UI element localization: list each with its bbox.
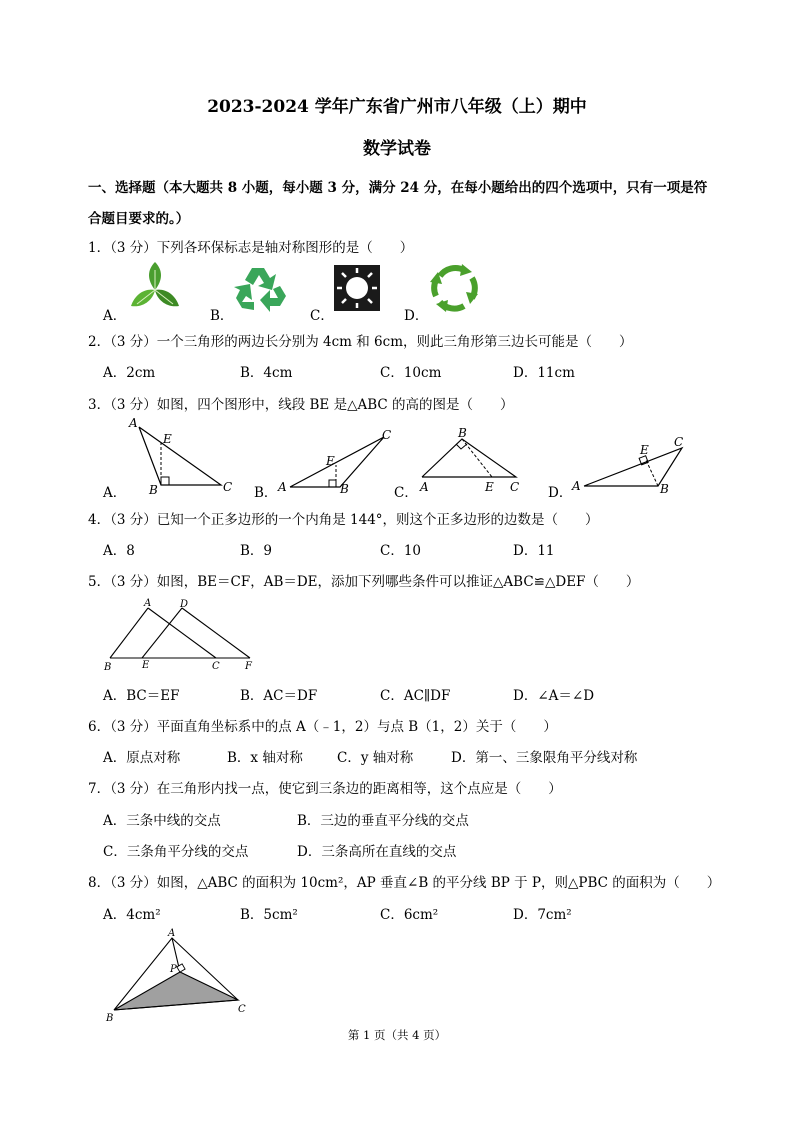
- q6-option-c: C．y 轴对称: [337, 750, 414, 766]
- section-heading-cont: 合题目要求的。）: [88, 211, 190, 227]
- label-b: B: [104, 662, 112, 673]
- q7-option-c: C．三条角平分线的交点: [103, 844, 249, 860]
- q3-figure-a: [125, 415, 240, 495]
- q7-option-a: A．三条中线的交点: [103, 813, 221, 829]
- q2-option-b: B．4cm: [240, 365, 293, 381]
- q5-figure: [100, 596, 265, 674]
- q3-option-d: D．: [548, 485, 573, 501]
- q6-option-a: A．原点对称: [103, 750, 181, 766]
- q4-option-b: B．9: [240, 543, 273, 559]
- label-e: E: [485, 480, 494, 494]
- q2-option-a: A．2cm: [103, 365, 156, 381]
- page-title: 2023-2024 学年广东省广州市八年级（上）期中: [207, 97, 587, 117]
- label-a: A: [572, 479, 581, 493]
- question-3-stem: 3．（3 分）如图，四个图形中，线段 BE 是△ABC 的高的图是（ ）: [88, 397, 514, 413]
- question-2-stem: 2．（3 分）一个三角形的两边长分别为 4cm 和 6cm，则此三角形第三边长可能是（ ）: [88, 334, 633, 350]
- label-c: C: [382, 428, 392, 442]
- q8-option-a: A．4cm²: [103, 907, 161, 923]
- label-d: D: [180, 599, 189, 610]
- label-f: F: [245, 661, 252, 672]
- q8-option-d: D．7cm²: [513, 907, 572, 923]
- label-b: B: [106, 1013, 114, 1024]
- label-b: B: [458, 426, 467, 440]
- label-c: C: [223, 480, 233, 494]
- q3-figure-c: [418, 425, 533, 495]
- q2-option-c: C．10cm: [380, 365, 442, 381]
- q3-option-b: B．: [254, 485, 278, 501]
- q4-option-c: C．10: [380, 543, 422, 559]
- q6-option-d: D．第一、三象限角平分线对称: [451, 750, 638, 766]
- q3-figure-b: [274, 425, 396, 495]
- q1-option-b: B．: [210, 308, 234, 324]
- q3-option-c: C．: [394, 485, 418, 501]
- sun-symbol-icon: [334, 265, 380, 311]
- q3-figure-d: [570, 430, 695, 495]
- label-a: A: [420, 480, 429, 494]
- q1-option-d: D．: [404, 308, 429, 324]
- q5-option-d: D．∠A＝∠D: [513, 688, 595, 704]
- question-7-stem: 7．（3 分）在三角形内找一点，使它到三条边的距离相等，这个点应是（ ）: [88, 781, 562, 797]
- q3-option-a: A．: [103, 485, 127, 501]
- label-b: B: [660, 482, 669, 496]
- label-e: E: [326, 454, 335, 468]
- cycle-arrows-symbol-icon: [428, 262, 480, 314]
- label-b: B: [149, 483, 158, 497]
- label-a: A: [129, 416, 138, 430]
- label-b: B: [340, 482, 349, 496]
- question-4-stem: 4．（3 分）已知一个正多边形的一个内角是 144°，则这个正多边形的边数是（ ）: [88, 512, 599, 528]
- q4-option-d: D．11: [513, 543, 555, 559]
- question-5-stem: 5．（3 分）如图，BE＝CF，AB＝DE，添加下列哪些条件可以推证△ABC≌△DEF（ ）: [88, 574, 640, 590]
- question-8-stem: 8．（3 分）如图，△ABC 的面积为 10cm²，AP 垂直∠B 的平分线 BP 于 P，则△PBC 的面积为（ ）: [88, 875, 721, 891]
- label-c: C: [238, 1004, 246, 1015]
- q4-option-a: A．8: [103, 543, 135, 559]
- q5-option-a: A．BC＝EF: [103, 688, 180, 704]
- leaf-symbol-icon: [125, 262, 185, 314]
- q7-option-b: B．三边的垂直平分线的交点: [297, 813, 469, 829]
- section-heading: 一、选择题（本大题共 8 小题，每小题 3 分，满分 24 分，在每小题给出的四个选项中，只有一项是符: [88, 180, 708, 196]
- q8-figure: [102, 926, 262, 1026]
- label-e: E: [163, 432, 172, 446]
- label-a: A: [168, 928, 176, 939]
- q6-option-b: B．x 轴对称: [227, 750, 303, 766]
- q8-option-b: B．5cm²: [240, 907, 298, 923]
- label-e: E: [640, 443, 649, 457]
- page-subtitle: 数学试卷: [363, 139, 431, 159]
- question-1-stem: 1．（3 分）下列各环保标志是轴对称图形的是（ ）: [88, 240, 414, 256]
- q5-option-c: C．AC∥DF: [380, 688, 451, 704]
- q2-option-d: D．11cm: [513, 365, 575, 381]
- q7-option-d: D．三条高所在直线的交点: [297, 844, 457, 860]
- q8-option-c: C．6cm²: [380, 907, 439, 923]
- label-e: E: [142, 660, 150, 671]
- q1-option-a: A．: [103, 308, 127, 324]
- question-6-stem: 6．（3 分）平面直角坐标系中的点 A（﹣1，2）与点 B（1，2）关于（ ）: [88, 719, 557, 735]
- q5-option-b: B．AC＝DF: [240, 688, 318, 704]
- label-c: C: [212, 661, 220, 672]
- label-c: C: [510, 480, 520, 494]
- label-a: A: [144, 598, 152, 609]
- label-p: P: [170, 964, 177, 975]
- q1-option-c: C．: [310, 308, 334, 324]
- page-number: 第 1 页（共 4 页）: [347, 1028, 447, 1042]
- label-a: A: [278, 480, 287, 494]
- label-c: C: [674, 435, 684, 449]
- recycle-symbol-icon: [232, 264, 290, 314]
